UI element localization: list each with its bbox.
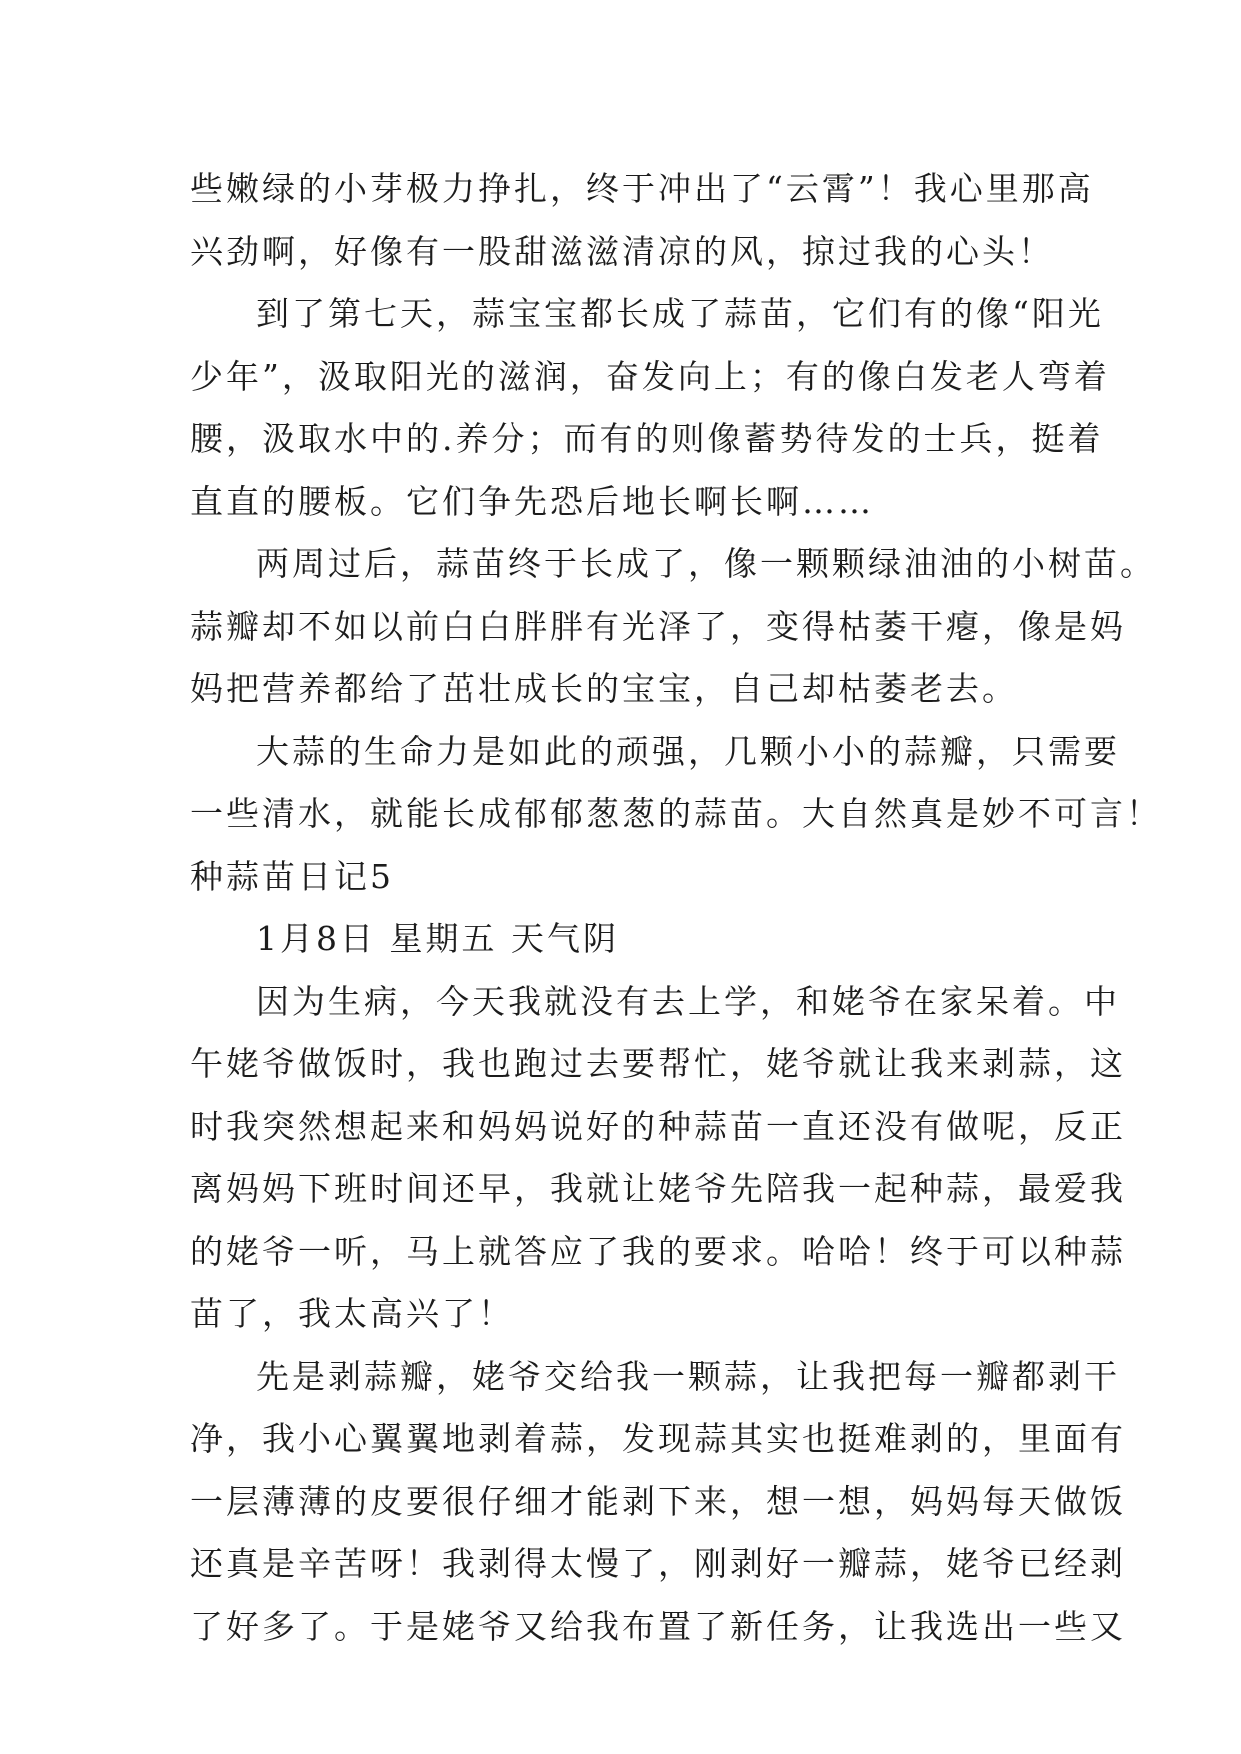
text-line: 午姥爷做饭时，我也跑过去要帮忙，姥爷就让我来剥蒜，这 <box>190 1044 1126 1083</box>
paragraph-start-line: 先是剥蒜瓣，姥爷交给我一颗蒜，让我把每一瓣都剥干 <box>256 1356 1120 1396</box>
text-line: 一层薄薄的皮要很仔细才能剥下来，想一想，妈妈每天做饭 <box>190 1481 1126 1521</box>
paragraph-start-line: 大蒜的生命力是如此的顽强，几颗小小的蒜瓣，只需要 <box>256 731 1120 771</box>
text-line: 了好多了。于是姥爷又给我布置了新任务，让我选出一些又 <box>190 1606 1126 1646</box>
text-line: 离妈妈下班时间还早，我就让姥爷先陪我一起种蒜，最爱我 <box>190 1169 1126 1208</box>
text-line: 一些清水，就能长成郁郁葱葱的蒜苗。大自然真是妙不可言！ <box>190 794 1162 833</box>
diary-text <box>190 158 1162 1658</box>
text-line: 蒜瓣却不如以前白白胖胖有光泽了，变得枯萎干瘪，像是妈 <box>190 606 1126 646</box>
text-line: 腰，汲取水中的.养分；而有的则像蓄势待发的士兵，挺着 <box>190 419 1104 458</box>
text-line: 还真是辛苦呀！我剥得太慢了，刚剥好一瓣蒜，姥爷已经剥 <box>190 1544 1126 1583</box>
diary-date-line: 1月8日 星期五 天气阴 <box>256 919 619 958</box>
text-line: 苗了，我太高兴了！ <box>190 1294 514 1333</box>
text-line: 的姥爷一听，马上就答应了我的要求。哈哈！终于可以种蒜 <box>190 1231 1126 1271</box>
paragraph-start-line: 因为生病，今天我就没有去上学，和姥爷在家呆着。中 <box>256 981 1120 1021</box>
section-title: 种蒜苗日记5 <box>190 856 394 896</box>
text-line: 直直的腰板。它们争先恐后地长啊长啊…… <box>190 481 874 521</box>
text-line: 些嫩绿的小芽极力挣扎，终于冲出了“云霄”！我心里那高 <box>190 169 1094 208</box>
paragraph-start-line: 到了第七天，蒜宝宝都长成了蒜苗，它们有的像“阳光 <box>256 294 1104 333</box>
text-line: 兴劲啊，好像有一股甜滋滋清凉的风，掠过我的心头！ <box>190 231 1054 271</box>
text-line: 妈把营养都给了茁壮成长的宝宝，自己却枯萎老去。 <box>190 669 1018 708</box>
text-line: 时我突然想起来和妈妈说好的种蒜苗一直还没有做呢，反正 <box>190 1106 1126 1146</box>
paragraph-start-line: 两周过后，蒜苗终于长成了，像一颗颗绿油油的小树苗。 <box>256 544 1156 583</box>
text-line: 少年”，汲取阳光的滋润，奋发向上；有的像白发老人弯着 <box>190 356 1110 396</box>
text-line: 净，我小心翼翼地剥着蒜，发现蒜其实也挺难剥的，里面有 <box>190 1419 1126 1458</box>
